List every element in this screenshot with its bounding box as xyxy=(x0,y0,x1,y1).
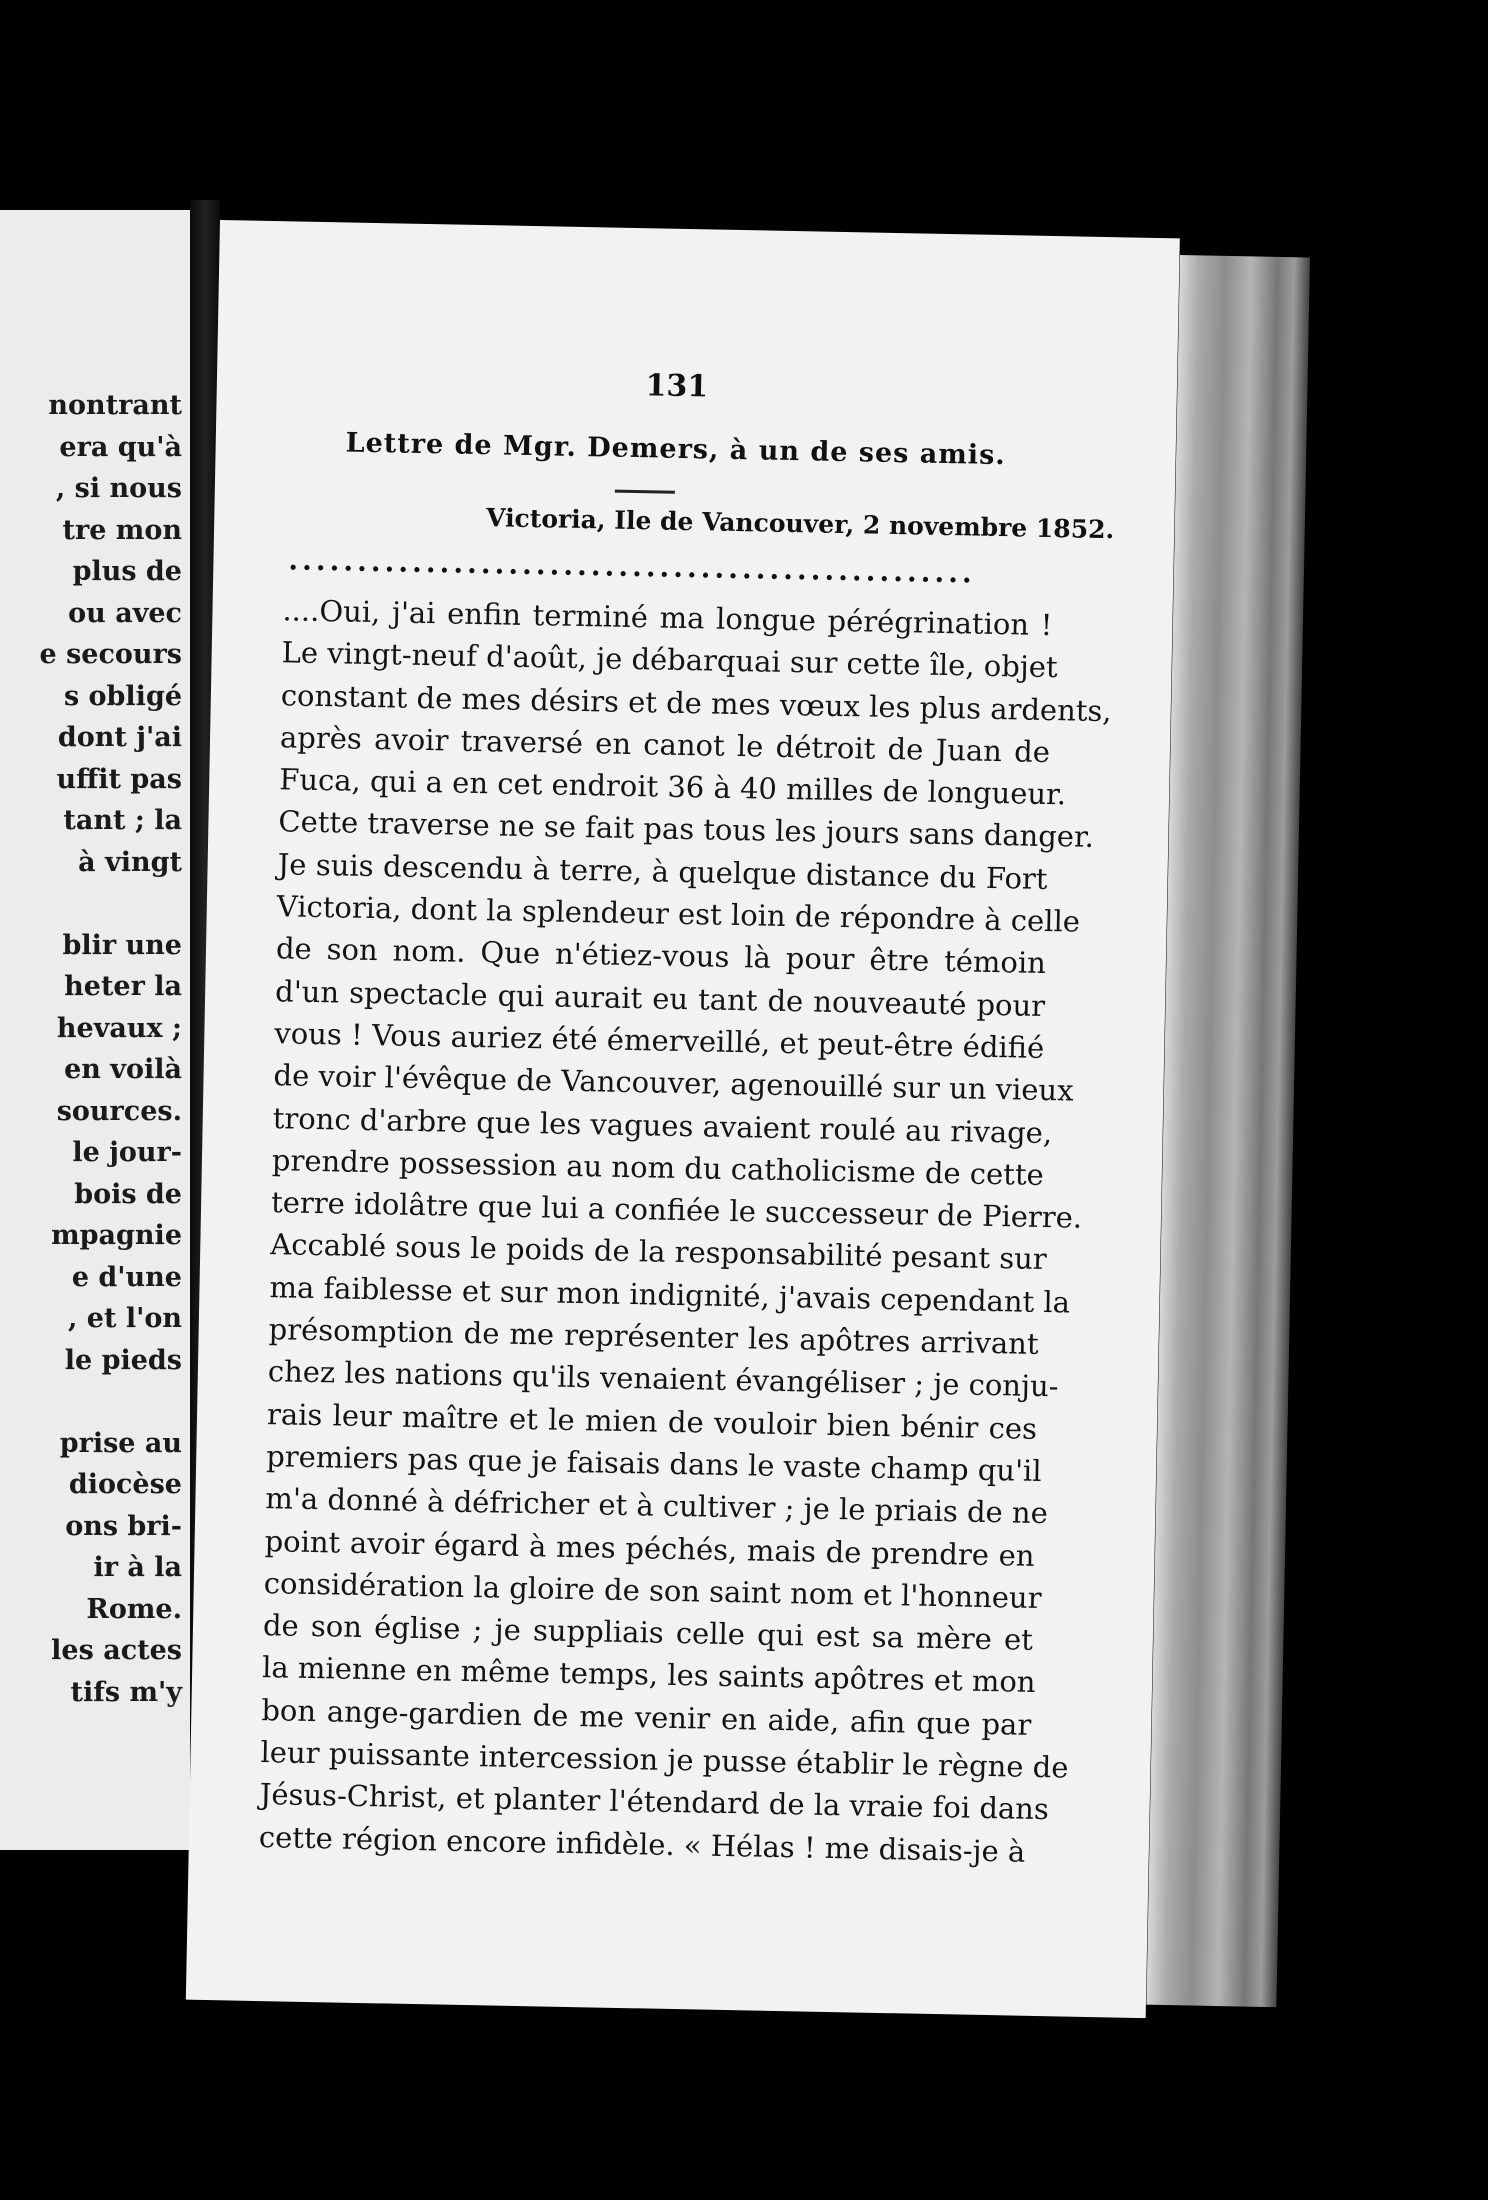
text-line: présomption de me représenter les apôtres arrivant xyxy=(268,1312,1039,1361)
letter-title: Lettre de Mgr. Demers, à un de ses amis. xyxy=(345,427,1006,472)
text-line: ma faiblesse et sur mon indignité, j'avais cependant la xyxy=(269,1269,1071,1320)
text-line: bon ange-gardien de me venir en aide, afin que par xyxy=(261,1692,1032,1742)
right-page xyxy=(186,220,1180,2018)
left-page-fragment: ir à la xyxy=(93,1552,182,1583)
text-line: Le vingt-neuf d'août, je débarquai sur cette île, objet xyxy=(281,635,1058,685)
text-line: Je suis descendu à terre, à quelque distance du Fort xyxy=(277,847,1048,896)
dateline: Victoria, Ile de Vancouver, 2 novembre 1852. xyxy=(485,503,1115,545)
text-line: Fuca, qui a en cet endroit 36 à 40 milles de longueur. xyxy=(278,762,1067,812)
left-page-fragment: nontrant xyxy=(48,390,182,421)
text-line: m'a donné à défricher et à cultiver ; je le priais de ne xyxy=(265,1481,1049,1531)
left-page-fragment: mpagnie xyxy=(51,1220,182,1251)
letter-body xyxy=(258,589,1112,1872)
text-line: constant de mes désirs et de mes vœux les plus ardents, xyxy=(280,677,1112,728)
left-page-fragment: à vingt xyxy=(78,846,182,878)
left-page-fragment: plus de xyxy=(72,556,182,587)
left-page-fragment: era qu'à xyxy=(59,431,182,463)
text-line: après avoir traversé en canot le détroit de Juan de xyxy=(279,720,1051,769)
text-line: prendre possession au nom du catholicisme de cette xyxy=(271,1143,1045,1192)
text-line: ....Oui, j'ai enfin terminé ma longue pérégrination ! xyxy=(282,593,1053,643)
left-page-fragment: tre mon xyxy=(62,514,182,546)
text-line: de voir l'évêque de Vancouver, agenouillé sur un vieux xyxy=(273,1058,1074,1108)
text-line: considération la gloire de son saint nom et l'honneur xyxy=(263,1565,1042,1615)
text-line: rais leur maître et le mien de vouloir bien bénir ces xyxy=(266,1396,1038,1446)
left-page-fragment: s obligé xyxy=(63,680,182,712)
left-page-fragment: diocèse xyxy=(68,1469,182,1500)
left-page-fragment: le pieds xyxy=(64,1344,182,1376)
left-page xyxy=(0,210,190,1850)
left-page-fragment: ons bri- xyxy=(65,1510,182,1542)
text-line: premiers pas que je faisais dans le vaste champ qu'il xyxy=(265,1439,1042,1488)
left-page-fragment: tant ; la xyxy=(63,805,182,836)
text-line: Jésus-Christ, et planter l'étendard de la vraie foi dans xyxy=(259,1777,1050,1827)
page-number: 131 xyxy=(645,368,709,405)
text-line: cette région encore infidèle. « Hélas ! me disais-je à xyxy=(258,1819,1026,1869)
left-page-fragment: uffit pas xyxy=(56,763,182,795)
left-page-fragment: Rome. xyxy=(86,1593,182,1625)
title-rule xyxy=(615,490,675,494)
left-page-fragment: ou avec xyxy=(68,597,182,629)
text-line: leur puissante intercession je pusse établir le règne de xyxy=(260,1735,1069,1785)
left-page-fragment: bois de xyxy=(74,1178,182,1210)
left-page-fragment: le jour- xyxy=(72,1137,182,1168)
text-line: de son nom. Que n'étiez-vous là pour être témoin xyxy=(275,931,1047,981)
left-page-fragment: e secours xyxy=(39,639,182,670)
left-page-fragment: en voilà xyxy=(64,1054,182,1085)
text-line: Victoria, dont la splendeur est loin de répondre à celle xyxy=(276,889,1081,939)
text-line: Accablé sous le poids de la responsabilité pesant sur xyxy=(270,1227,1048,1277)
text-line: vous ! Vous auriez été émerveillé, et peut-être édifié xyxy=(274,1016,1045,1065)
left-page-fragment: tifs m'y xyxy=(70,1676,182,1708)
text-line: point avoir égard à mes péchés, mais de prendre en xyxy=(264,1523,1035,1573)
text-line: tronc d'arbre que les vagues avaient roulé au rivage, xyxy=(272,1100,1053,1150)
left-page-fragment: dont j'ai xyxy=(57,722,182,753)
left-page-fragment: sources. xyxy=(56,1095,182,1127)
text-line: d'un spectacle qui aurait eu tant de nouveauté pour xyxy=(274,973,1046,1023)
left-page-fragment: blir une xyxy=(62,929,182,961)
left-page-fragment: , si nous xyxy=(55,473,182,504)
text-line: la mienne en même temps, les saints apôtres et mon xyxy=(261,1650,1036,1700)
left-page-fragment: les actes xyxy=(51,1635,182,1666)
text-line: Cette traverse ne se fait pas tous les jours sans danger. xyxy=(278,804,1095,855)
left-page-fragment: , et l'on xyxy=(67,1303,182,1334)
left-page-fragment: heter la xyxy=(64,971,182,1002)
text-line: terre idolâtre que lui a confiée le successeur de Pierre. xyxy=(270,1185,1083,1235)
text-line: chez les nations qu'ils venaient évangéliser ; je conju- xyxy=(267,1354,1059,1404)
left-page-fragment: prise au xyxy=(59,1427,182,1459)
text-line: de son église ; je suppliais celle qui est sa mère et xyxy=(262,1608,1034,1657)
ellipsis-line: .................................................. xyxy=(288,543,977,590)
left-page-fragment: e d'une xyxy=(71,1261,182,1293)
left-page-fragment: hevaux ; xyxy=(56,1012,182,1044)
